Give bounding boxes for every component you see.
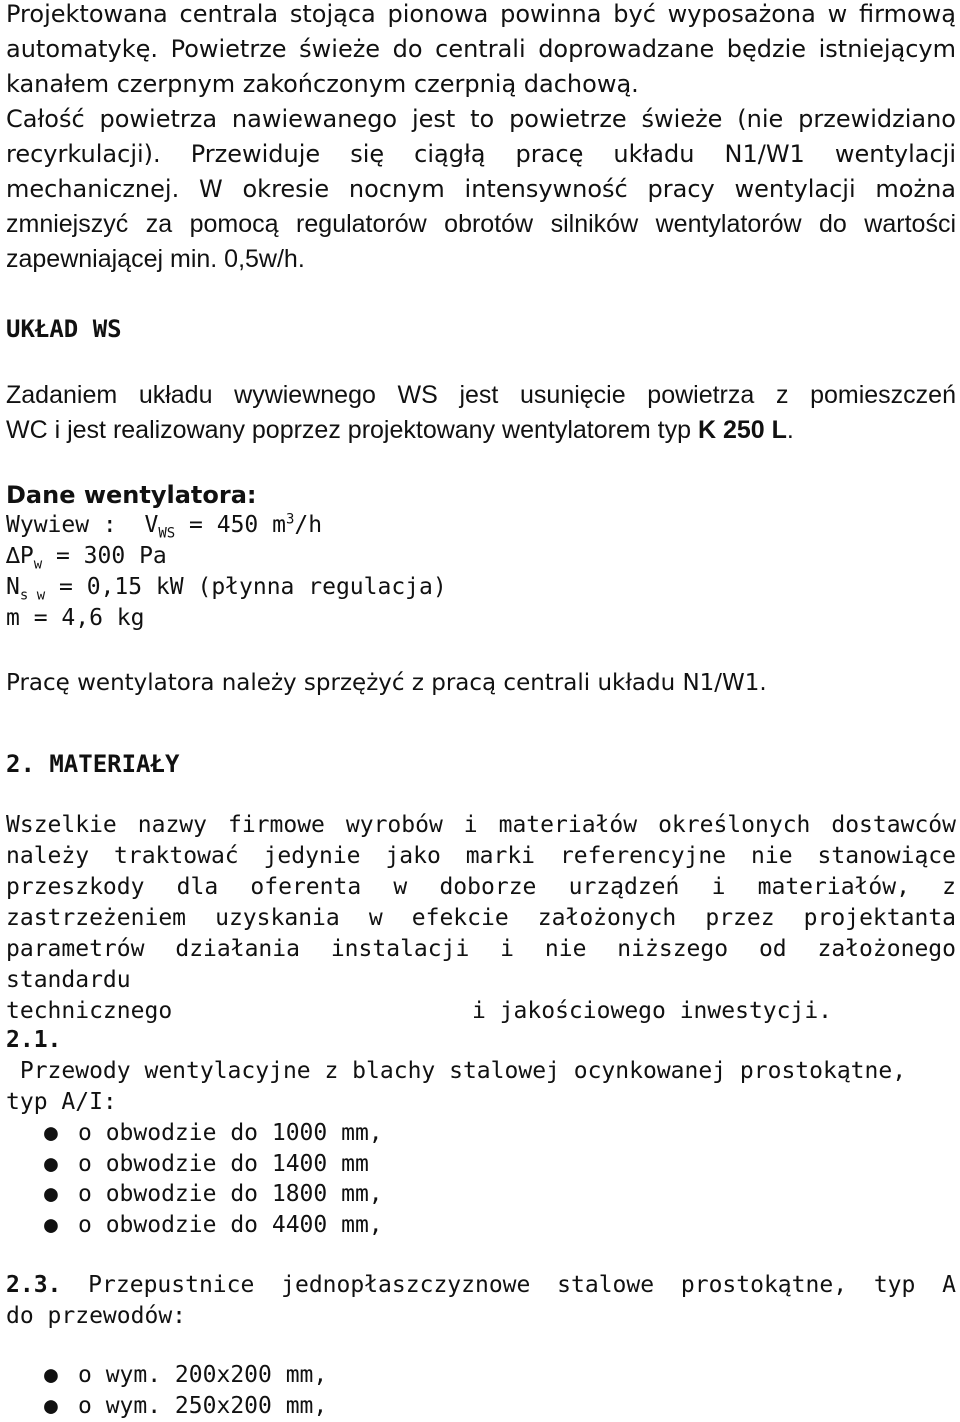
ws-line-end: . [786, 416, 794, 444]
fan-pressure-row [6, 541, 956, 572]
ws-paragraph [6, 378, 956, 448]
section-heading-ws: UKŁAD WS [6, 315, 122, 343]
list-item-text: o obwodzie do 4400 mm, [78, 1211, 383, 1238]
pressure-subscript: w [33, 556, 43, 573]
list-item-text: o wym. 250x200 mm, [78, 1392, 328, 1419]
intro-line: kanałem czerpnym zakończonym czerpnią dachową. [6, 70, 639, 98]
list-item-text: o wym. 200x200 mm, [78, 1362, 328, 1388]
materials-line: należy traktować jedynie jako marki referencyjne nie stanowiące [6, 843, 956, 869]
fan-power-row [6, 572, 956, 603]
power-value: = 0,15 kW (płynna regulacja) [45, 574, 447, 600]
materials-line: zastrzeżeniem uzyskania w efekcie założonych przez projektanta [6, 905, 956, 931]
flow-value: = 450 m [175, 512, 286, 538]
section-2-3-number: 2.3. [6, 1272, 62, 1298]
bullet-icon: ● [44, 1362, 58, 1388]
intro-line: recyrkulacji). Przewiduje się ciągłą pracę układu N1/W1 wentylacji [6, 140, 956, 168]
flow-label: Wywiew : V [6, 512, 159, 538]
materials-last-line [6, 996, 956, 1027]
fan-model: K 250 L [697, 416, 787, 444]
list-item [6, 1149, 956, 1180]
section-2-1-title [6, 1025, 956, 1087]
pressure-value: = 300 Pa [42, 543, 167, 569]
duct-list [6, 1118, 956, 1240]
list-item [6, 1210, 956, 1241]
intro-line: Całość powietrza nawiewanego jest to powietrze świeże (nie przewidziano [6, 105, 956, 133]
section-2-1 [6, 1025, 956, 1118]
intro-paragraph [6, 0, 956, 277]
power-symbol: N [6, 574, 20, 600]
list-item [6, 1179, 956, 1210]
materials-last-left: technicznego [6, 998, 173, 1024]
section-2-1-title-text: Przewody wentylacyjne z blachy stalowej ocynkowanej prostokątne, [6, 1058, 907, 1084]
fan-mass-row: m = 4,6 kg [6, 605, 145, 631]
fan-data-heading: Dane wentylatora: [6, 481, 257, 509]
bullet-icon: ● [44, 1211, 58, 1238]
section-2-1-title-cont: typ A/I: [6, 1089, 117, 1115]
intro-line: mechanicznej. W okresie nocnym intensywność pracy wentylacji można [6, 175, 956, 203]
section-2-3-title-text: Przepustnice jednopłaszczyznowe stalowe prostokątne, typ A [61, 1272, 956, 1298]
ws-line: Zadaniem układu wywiewnego WS jest usunięcie powietrza z pomieszczeń [6, 381, 956, 409]
pressure-symbol: ∆P [6, 543, 34, 569]
fan-note: Pracę wentylatora należy sprzężyć z pracą centrali układu N1/W1. [6, 670, 767, 696]
materials-paragraph [6, 810, 956, 1027]
flow-superscript: 3 [285, 511, 295, 528]
intro-line: Projektowana centrala stojąca pionowa powinna być wyposażona w firmową [6, 0, 956, 28]
materials-line: przeszkody dla oferenta w doborze urządzeń i materiałów, z [6, 874, 956, 900]
intro-line: zapewniającej min. 0,5w/h. [6, 245, 305, 273]
section-2-3 [6, 1270, 956, 1332]
materials-line: Wszelkie nazwy firmowe wyrobów i materiałów określonych dostawców [6, 812, 956, 838]
list-item [6, 1391, 956, 1422]
fan-flow-row [6, 510, 956, 541]
ws-line-text: WC i jest realizowany poprzez projektowany wentylatorem typ [6, 416, 698, 444]
intro-line: zmniejszyć za pomocą regulatorów obrotów silników wentylatorów do wartości [6, 210, 956, 238]
list-item [6, 1360, 956, 1391]
section-2-3-title-cont: do przewodów: [6, 1303, 187, 1329]
bullet-icon: ● [44, 1392, 58, 1419]
list-item-text: o obwodzie do 1800 mm, [78, 1181, 383, 1207]
damper-list [6, 1360, 956, 1421]
list-item [6, 1118, 956, 1149]
section-2-1-number: 2.1. [6, 1027, 62, 1053]
materials-last-right: i jakościowego inwestycji. [472, 998, 833, 1024]
fan-data-block [6, 510, 956, 634]
bullet-icon: ● [44, 1181, 58, 1207]
bullet-icon: ● [44, 1150, 58, 1177]
flow-unit: /h [294, 512, 323, 538]
section-2-3-title [6, 1270, 956, 1301]
power-subscript: s w [19, 587, 46, 604]
ws-line [6, 413, 956, 448]
intro-line: automatykę. Powietrze świeże do centrali doprowadzane będzie istniejącym [6, 35, 956, 63]
flow-subscript: WS [158, 525, 176, 542]
materials-line: parametrów działania instalacji i nie niższego od założonego standardu [6, 936, 956, 993]
materials-heading: 2. MATERIAŁY [6, 750, 180, 778]
list-item-text: o obwodzie do 1400 mm [78, 1150, 369, 1177]
list-item-text: o obwodzie do 1000 mm, [78, 1120, 383, 1146]
bullet-icon: ● [44, 1120, 58, 1146]
